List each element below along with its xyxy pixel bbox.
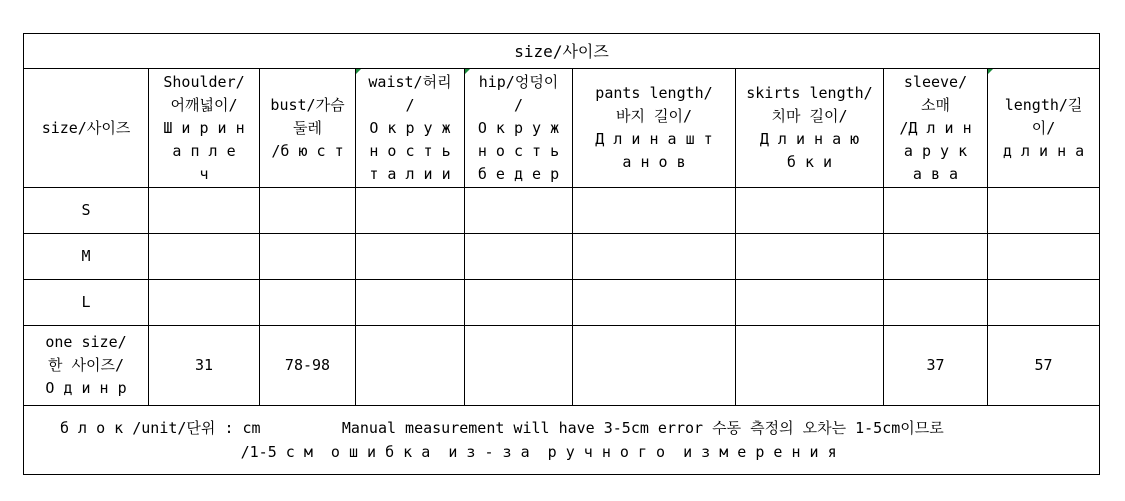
length-cell [988, 280, 1100, 326]
header-bust: bust/가슴 둘레 /б ю с т [260, 69, 356, 188]
waist-cell [356, 188, 465, 234]
pants-cell [573, 280, 736, 326]
skirts-cell [736, 234, 884, 280]
size-table [23, 33, 1100, 475]
bust-cell: 78-98 [260, 326, 356, 406]
header-waist: waist/허리 / О к р у ж н о с т ь т а л и и [356, 69, 465, 188]
note-line-1: б л о к /unit/단위 : cm Manual measurement will have 3-5cm error 수동 측정의 오차는 1-5cm이므로 [60, 419, 944, 437]
table-row [24, 280, 1100, 326]
skirts-cell [736, 188, 884, 234]
waist-cell [356, 234, 465, 280]
header-skirts: skirts length/ 치마 길이/ Д л и н а ю б к и [736, 69, 884, 188]
hip-cell [465, 326, 573, 406]
sleeve-cell [884, 280, 988, 326]
header-shoulder: Shoulder/ 어깨넓이/ Ш и р и н а п л е ч [149, 69, 260, 188]
header-pants: pants length/ 바지 길이/ Д л и н а ш т а н о в [573, 69, 736, 188]
skirts-cell [736, 326, 884, 406]
table-title: size/사이즈 [24, 34, 1100, 69]
pants-cell [573, 188, 736, 234]
hip-cell [465, 234, 573, 280]
shoulder-cell [149, 188, 260, 234]
length-cell [988, 234, 1100, 280]
size-cell: M [24, 234, 149, 280]
header-row [24, 69, 1100, 188]
header-length: length/길 이/ д л и н а [988, 69, 1100, 188]
header-sleeve: sleeve/ 소매 /Д л и н а р у к а в а [884, 69, 988, 188]
hip-cell [465, 188, 573, 234]
bust-cell [260, 188, 356, 234]
length-cell [988, 188, 1100, 234]
pants-cell [573, 326, 736, 406]
shoulder-cell [149, 234, 260, 280]
measurement-note [24, 406, 1100, 475]
length-cell: 57 [988, 326, 1100, 406]
pants-cell [573, 234, 736, 280]
skirts-cell [736, 280, 884, 326]
header-size: size/사이즈 [24, 69, 149, 188]
sleeve-cell [884, 234, 988, 280]
shoulder-cell: 31 [149, 326, 260, 406]
table-row [24, 188, 1100, 234]
table-row [24, 326, 1100, 406]
shoulder-cell [149, 280, 260, 326]
header-hip: hip/엉덩이 / О к р у ж н о с т ь б е д е р [465, 69, 573, 188]
bust-cell [260, 280, 356, 326]
hip-cell [465, 280, 573, 326]
waist-cell [356, 326, 465, 406]
table-row [24, 234, 1100, 280]
size-cell: L [24, 280, 149, 326]
waist-cell [356, 280, 465, 326]
sleeve-cell [884, 188, 988, 234]
sleeve-cell: 37 [884, 326, 988, 406]
size-cell: S [24, 188, 149, 234]
note-line-2: /1-5 с м о ш и б к а и з - з а р у ч н о г о и з м е р е н и я [60, 443, 837, 461]
size-chart [23, 33, 1099, 472]
bust-cell [260, 234, 356, 280]
size-cell: one size/ 한 사이즈/ О д и н р [24, 326, 149, 406]
